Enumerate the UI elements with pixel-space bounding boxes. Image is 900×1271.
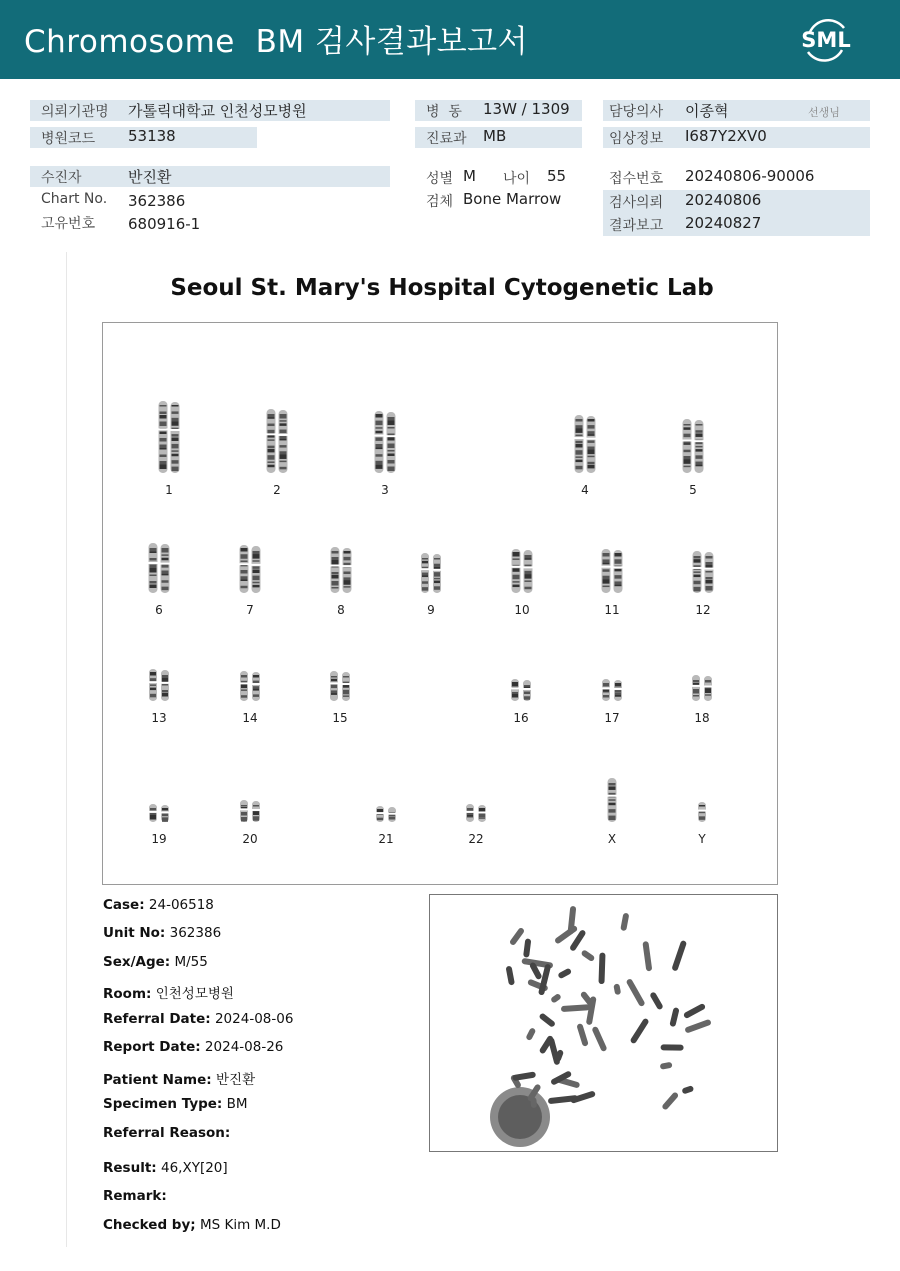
hospital-code-label: 병원코드 [41,131,96,147]
room-line [103,982,234,1002]
chromosome-label: 11 [604,603,620,617]
specimen-type-label: Specimen Type: [103,1096,223,1112]
specimen-type-value: BM [226,1096,248,1112]
sex-value: M [463,167,476,185]
sml-logo-icon [800,14,852,66]
chromosome-label: 18 [694,711,710,725]
chart-label: Chart No. [41,191,108,207]
case-line [103,897,214,913]
chromosome-pair-14 [230,669,270,703]
uid-value: 680916-1 [128,215,201,233]
chromosome-label: X [607,832,617,846]
chromosome-label: 14 [242,711,258,725]
dept-value: MB [483,127,507,145]
chromosome-pair-15 [320,669,360,703]
result-line [103,1160,228,1176]
chromosome-pair-13 [139,667,179,703]
request-value: 20240806 [685,191,762,209]
sexage-label: Sex/Age: [103,954,171,970]
remark-label: Remark: [103,1188,167,1204]
chromosome-pair-19 [139,802,179,824]
clinical-value: I687Y2XV0 [685,127,767,145]
chromosome-label: 1 [165,483,173,497]
referral-date-label: Referral Date: [103,1011,211,1027]
clinical-label: 임상정보 [609,131,664,147]
chromosome-label: 12 [695,603,711,617]
margin-line [66,252,67,1247]
chromosome-label: 6 [155,603,163,617]
ward-value: 13W / 1309 [483,100,570,118]
chromosome-pair-2 [257,407,297,475]
chromosome-pair-20 [230,798,270,824]
result-value: 46,XY[20] [160,1160,228,1176]
chromosome-pair-7 [230,543,270,595]
report-label: 결과보고 [609,218,664,234]
chromosome-label: 15 [332,711,348,725]
chromosome-pair-Y [682,800,722,824]
chromosome-label: 21 [378,832,394,846]
patient-name-label: Patient Name: [103,1072,212,1088]
specimen-type-line [103,1096,248,1112]
doctor-suffix: 선생님 [808,106,840,119]
room-label: Room: [103,986,152,1002]
report-value: 20240827 [685,214,762,232]
case-label: Case: [103,897,145,913]
unit-value: 362386 [169,925,222,941]
chromosome-pair-X [592,776,632,824]
karyotype-panel [102,322,778,885]
chromosome-pair-18 [682,673,722,703]
patient-name-line [103,1068,255,1088]
patient-label: 수진자 [41,170,82,186]
institution-value: 가톨릭대학교 인천성모병원 [128,102,307,120]
chromosome-label: 19 [151,832,167,846]
report-date-line [103,1039,283,1055]
hospital-code-value: 53138 [128,127,176,145]
chromosome-pair-1 [149,399,189,475]
chromosome-label: 13 [151,711,167,725]
receipt-value: 20240806-90006 [685,167,815,185]
checked-value: MS Kim M.D [199,1217,281,1233]
chromosome-label: 3 [381,483,389,497]
chromosome-pair-16 [501,677,541,703]
chromosome-label: 8 [337,603,345,617]
sex-label: 성별 [426,171,454,187]
case-value: 24-06518 [148,897,214,913]
sexage-value: M/55 [174,954,208,970]
lab-title: Seoul St. Mary's Hospital Cytogenetic Lab [170,275,714,301]
remark-line [103,1188,167,1204]
chromosome-label: 7 [246,603,254,617]
chromosome-pair-3 [365,409,405,475]
referral-reason-label: Referral Reason: [103,1125,231,1141]
referral-reason-line [103,1125,230,1141]
uid-label: 고유번호 [41,216,96,232]
patient-bar [30,166,390,187]
patient-name-value: 반진환 [215,1072,256,1088]
age-value: 55 [547,167,567,185]
unit-label: Unit No: [103,925,166,941]
report-header [0,0,900,79]
doctor-label: 담당의사 [609,104,664,120]
chromosome-label: 22 [468,832,484,846]
unit-line [103,925,221,941]
chromosome-pair-5 [673,417,713,475]
age-label: 나이 [503,171,531,187]
chromosome-pair-22 [456,802,496,824]
metaphase-spread-image [429,894,778,1152]
report-title: Chromosome BM 검사결과보고서 [24,24,529,60]
chart-value: 362386 [128,192,186,210]
chromosome-label: 17 [604,711,620,725]
checked-label: Checked by; [103,1217,196,1233]
sexage-line [103,954,208,970]
chromosome-label: Y [698,832,706,846]
doctor-value: 이종혁 [685,102,729,120]
institution-label: 의뢰기관명 [41,104,109,120]
specimen-value: Bone Marrow [463,190,562,208]
result-label: Result: [103,1160,157,1176]
specimen-label: 검체 [426,194,454,210]
chromosome-label: 20 [242,832,258,846]
dept-label: 진료과 [426,131,467,147]
chromosome-pair-4 [565,413,605,475]
chromosome-pair-11 [592,547,632,595]
request-label: 검사의뢰 [609,195,664,211]
chromosome-label: 16 [513,711,529,725]
chromosome-pair-17 [592,677,632,703]
chromosome-pair-6 [139,541,179,595]
chromosome-label: 9 [427,603,435,617]
room-value: 인천성모병원 [155,986,234,1002]
chromosome-pair-10 [502,547,542,595]
chromosome-label: 4 [581,483,589,497]
report-date-value: 2024-08-26 [204,1039,284,1055]
patient-value: 반진환 [128,168,172,186]
chromosome-pair-9 [411,551,451,595]
chromosome-label: 5 [689,483,697,497]
referral-date-value: 2024-08-06 [214,1011,294,1027]
chromosome-label: 10 [514,603,530,617]
logo-text: SML [801,28,851,52]
chromosome-pair-21 [366,804,406,824]
receipt-label: 접수번호 [609,171,664,187]
report-date-label: Report Date: [103,1039,201,1055]
referral-date-line [103,1011,293,1027]
ward-label: 병 동 [426,104,462,120]
chromosome-pair-12 [683,549,723,595]
chromosome-pair-8 [321,545,361,595]
chromosome-label: 2 [273,483,281,497]
checked-line [103,1217,281,1233]
